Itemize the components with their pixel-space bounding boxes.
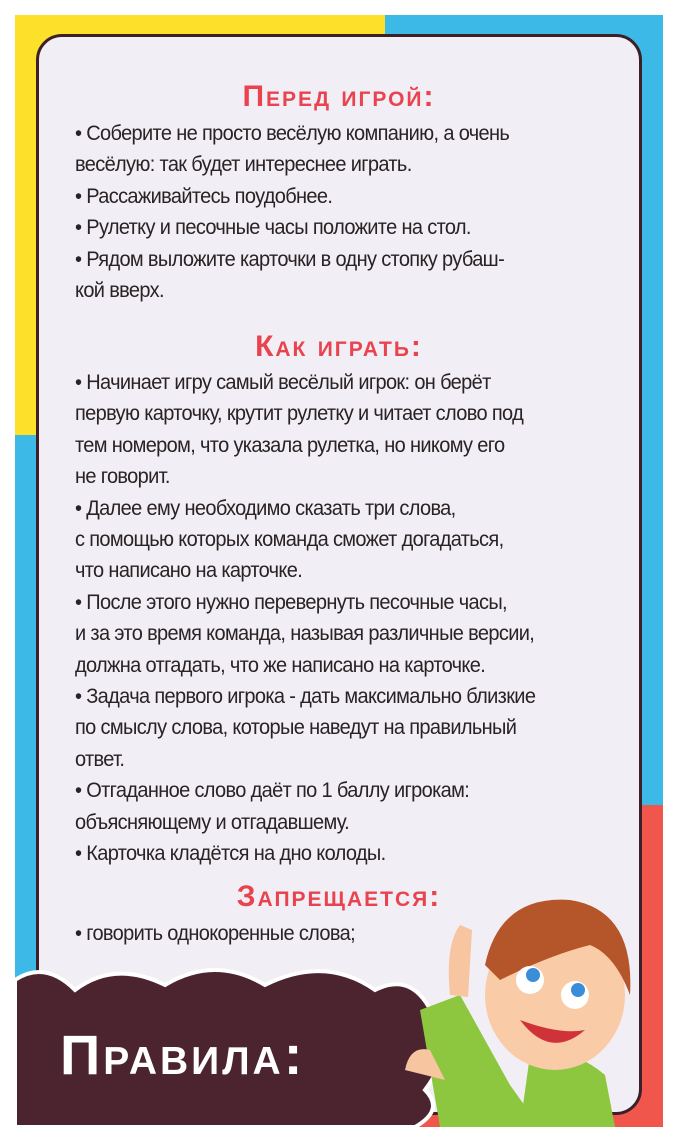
section-heading: Как играть:: [255, 330, 423, 363]
rule-line: кой вверх.: [75, 278, 164, 302]
rule-line: • Отгаданное слово даёт по 1 баллу игрокам:: [75, 778, 470, 803]
rule-line: весёлую: так будет интереснее играть.: [75, 152, 412, 177]
rule-line: первую карточку, крутит рулетку и читает слово под: [75, 401, 524, 426]
rule-line: • Начинает игру самый весёлый игрок: он берёт: [75, 370, 491, 394]
rule-line: • Рассаживайтесь поудобнее.: [75, 183, 333, 208]
rule-line: что написано на карточке.: [75, 558, 303, 583]
rule-line: • Рядом выложите карточки в одну стопку рубаш-: [75, 246, 505, 271]
rule-line: с помощью которых команда сможет догадаться,: [75, 527, 504, 551]
rule-line: • Соберите не просто весёлую компанию, а очень: [75, 121, 510, 145]
rule-line: тем номером, что указала рулетка, но никому его: [75, 432, 505, 457]
rule-line: • Задача первого игрока - дать максимально близкие: [75, 684, 536, 708]
rule-line: ответ.: [75, 746, 125, 771]
rule-line: • Далее ему необходимо сказать три слова,: [75, 495, 456, 520]
rule-line: объясняющему и отгадавшему.: [75, 809, 350, 834]
section-heading: Перед игрой:: [242, 80, 436, 113]
rule-line: • Карточка кладётся на дно колоды.: [75, 841, 386, 865]
rule-line: и за это время команда, называя различные версии,: [75, 621, 535, 646]
rule-line: • говорить однокоренные слова;: [75, 921, 356, 945]
rule-line: • Рулетку и песочные часы положите на стол.: [75, 215, 471, 240]
boy-illustration: [400, 885, 645, 1127]
rule-line: • После этого нужно перевернуть песочные часы,: [75, 589, 507, 614]
rule-line: должна отгадать, что же написано на карточке.: [75, 652, 486, 677]
section-heading: Запрещается:: [236, 880, 442, 913]
rules-title: Правила:: [60, 1023, 306, 1086]
rule-line: по смыслу слова, которые наведут на правильный: [75, 715, 517, 740]
rule-line: не говорит.: [75, 464, 170, 489]
